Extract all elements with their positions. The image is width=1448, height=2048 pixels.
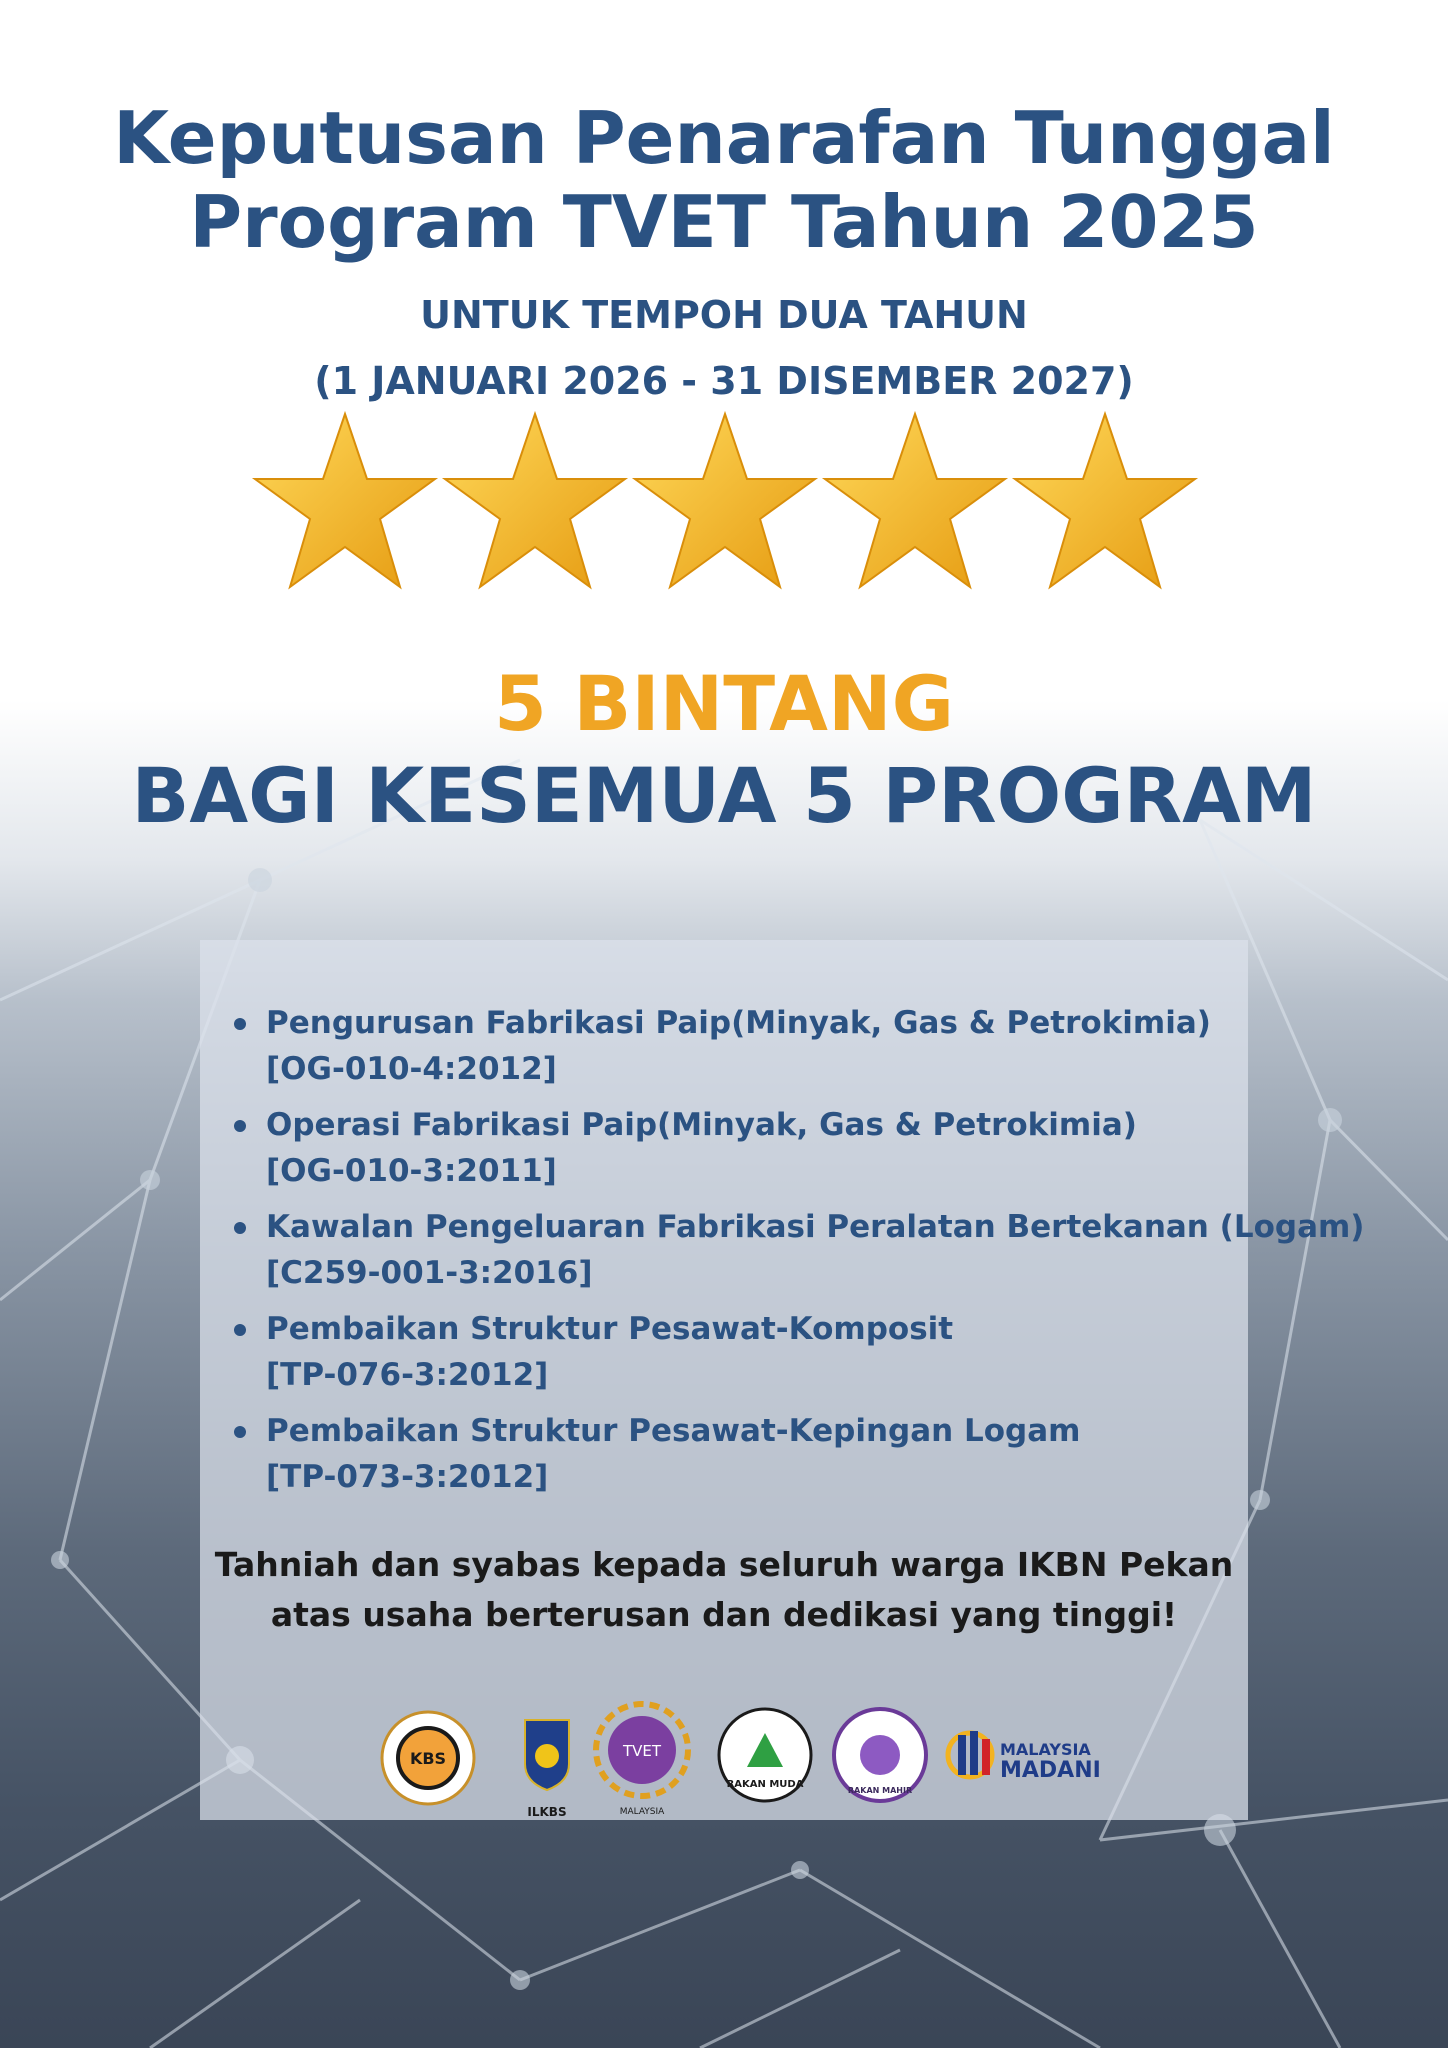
bullet-icon [234,1120,246,1132]
malaysia-madani-logo [948,1731,1101,1783]
program-code: [TP-073-3:2012] [266,1459,549,1495]
program-list [230,1000,1365,1510]
rating-headline: 5 BINTANG [494,659,954,748]
partner-logos [380,1700,1101,1820]
bullet-icon [234,1426,246,1438]
page-title-line1: Keputusan Penarafan Tunggal [113,96,1335,180]
rakan-muda-logo-text: RAKAN MUDA [726,1779,804,1790]
ilkbs-logo [525,1720,569,1819]
rakan-muda-logo [719,1709,811,1801]
star-icon [635,414,815,587]
program-name: Pengurusan Fabrikasi Paip(Minyak, Gas & Petrokimia) [266,1005,1211,1041]
program-name: Operasi Fabrikasi Paip(Minyak, Gas & Petrokimia) [266,1107,1137,1143]
subtitle-line2: (1 JANUARI 2026 - 31 DISEMBER 2027) [314,359,1134,403]
program-item [230,1204,1365,1296]
program-code: [C259-001-3:2016] [266,1255,593,1291]
bullet-icon [234,1324,246,1336]
madani-line1: MALAYSIA [1000,1740,1091,1759]
rakan-mahir-logo [834,1709,926,1801]
tvet-logo [596,1704,688,1817]
tvet-logo-text: TVET [622,1742,662,1760]
five-star-rating [250,404,1200,614]
program-panel [200,940,1365,1820]
star-icon [825,414,1005,587]
star-icon [445,414,625,587]
tvet-logo-country: MALAYSIA [619,1807,665,1817]
rating-subheadline: BAGI KESEMUA 5 PROGRAM [131,751,1317,840]
program-item [230,1102,1230,1194]
kbs-logo-text: KBS [409,1749,447,1768]
bullet-icon [234,1018,246,1030]
rakan-mahir-logo-text: RAKAN MAHIR [847,1786,913,1795]
program-name: Pembaikan Struktur Pesawat-Kepingan Logam [266,1413,1081,1449]
program-item [230,1408,1230,1500]
ilkbs-logo-text: ILKBS [527,1805,567,1819]
subtitle-line1: UNTUK TEMPOH DUA TAHUN [420,293,1028,337]
congratulations-message [200,1540,1248,1640]
program-name: Pembaikan Struktur Pesawat-Komposit [266,1311,954,1347]
congratulations-line2: atas usaha berterusan dan dedikasi yang tinggi! [270,1595,1178,1634]
madani-line2: MADANI [1000,1758,1101,1783]
program-code: [TP-076-3:2012] [266,1357,549,1393]
page-title-line2: Program TVET Tahun 2025 [189,180,1259,264]
congratulations-line1: Tahniah dan syabas kepada seluruh warga IKBN Pekan [214,1545,1234,1584]
bullet-icon [234,1222,246,1234]
program-item [230,1000,1230,1092]
program-code: [OG-010-3:2011] [266,1153,557,1189]
star-icon [255,414,435,587]
program-code: [OG-010-4:2012] [266,1051,557,1087]
star-icon [1015,414,1195,587]
program-name: Kawalan Pengeluaran Fabrikasi Peralatan Bertekanan (Logam) [266,1209,1365,1245]
program-item [230,1306,1230,1398]
kbs-logo [382,1712,474,1804]
